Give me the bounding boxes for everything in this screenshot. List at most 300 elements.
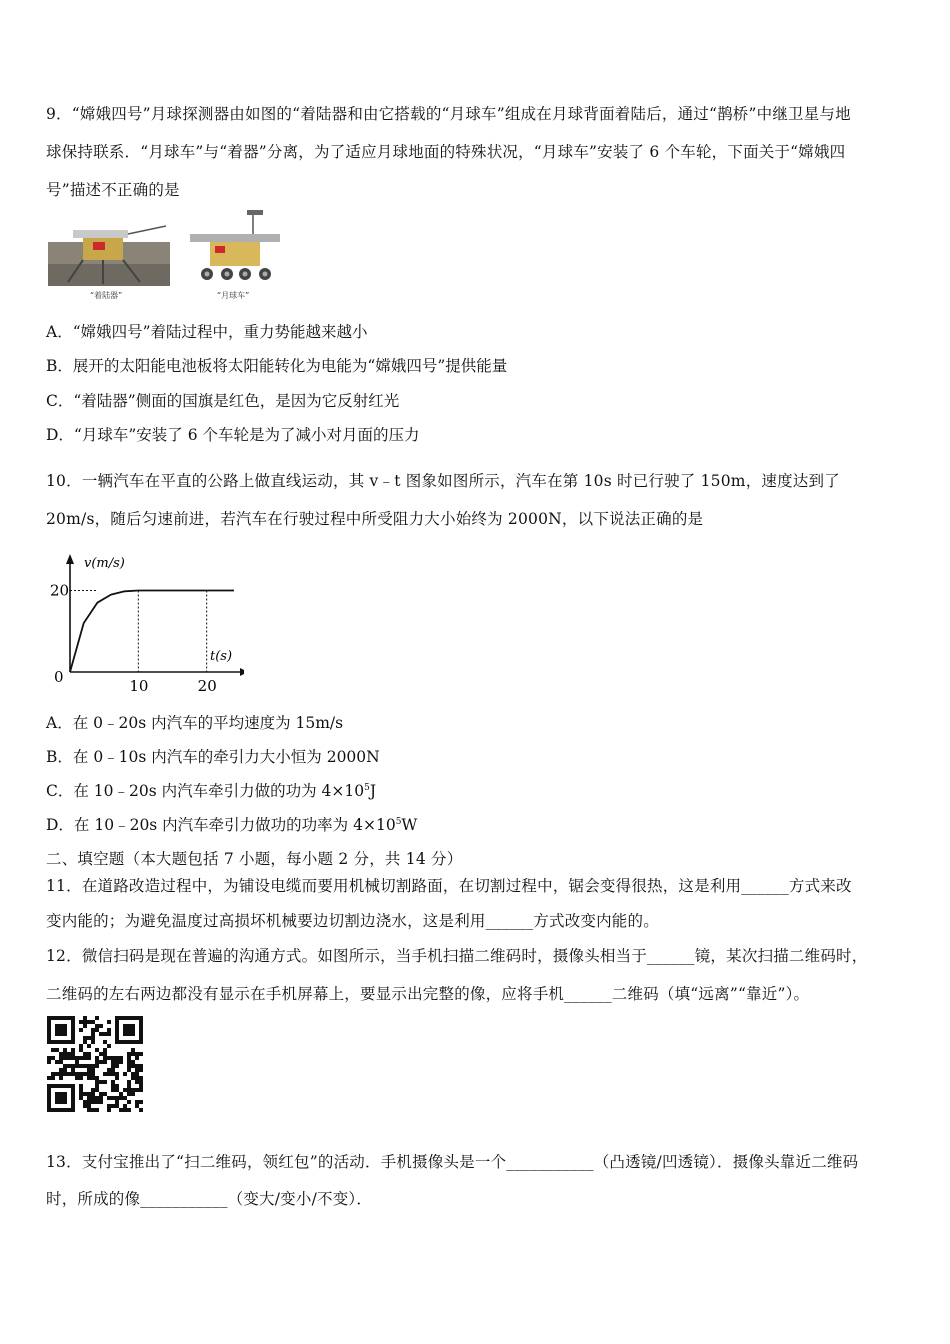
- qr-module: [79, 1020, 83, 1024]
- q10-option-d-unit: W: [401, 816, 418, 834]
- rover-caption: “月球车”: [217, 291, 250, 300]
- qr-module: [99, 1024, 103, 1028]
- qr-module: [67, 1108, 71, 1112]
- qr-module: [83, 1104, 87, 1108]
- qr-code-image: [47, 1016, 143, 1112]
- qr-module: [139, 1084, 143, 1088]
- qr-module: [63, 1068, 67, 1072]
- y-tick-label-20: 20: [50, 581, 70, 600]
- qr-module: [71, 1024, 75, 1028]
- qr-module: [67, 1016, 71, 1020]
- qr-module: [99, 1052, 103, 1056]
- qr-module: [47, 1096, 51, 1100]
- qr-module: [123, 1016, 127, 1020]
- qr-module: [111, 1068, 115, 1072]
- qr-module: [71, 1084, 75, 1088]
- qr-module: [79, 1088, 83, 1092]
- qr-module: [123, 1032, 127, 1036]
- qr-module: [47, 1020, 51, 1024]
- qr-module: [59, 1040, 63, 1044]
- qr-module: [127, 1064, 131, 1068]
- qr-module: [107, 1104, 111, 1108]
- qr-module: [87, 1096, 91, 1100]
- qr-module: [111, 1104, 115, 1108]
- qr-module: [75, 1072, 79, 1076]
- qr-module: [103, 1048, 107, 1052]
- qr-module: [119, 1092, 123, 1096]
- qr-module: [135, 1104, 139, 1108]
- x-axis-arrow: [240, 668, 244, 676]
- qr-module: [111, 1064, 115, 1068]
- qr-module: [95, 1084, 99, 1088]
- qr-module: [91, 1076, 95, 1080]
- qr-module: [103, 1032, 107, 1036]
- qr-module: [63, 1092, 67, 1096]
- qr-module: [131, 1092, 135, 1096]
- qr-module: [75, 1060, 79, 1064]
- qr-module: [139, 1040, 143, 1044]
- qr-module: [79, 1064, 83, 1068]
- qr-module: [63, 1028, 67, 1032]
- qr-module: [59, 1100, 63, 1104]
- qr-module: [71, 1092, 75, 1096]
- qr-module: [135, 1064, 139, 1068]
- qr-module: [123, 1040, 127, 1044]
- qr-module: [111, 1088, 115, 1092]
- qr-module: [131, 1088, 135, 1092]
- q9-stem-line-3: 号”描述不正确的是: [46, 181, 180, 199]
- lander-image: [48, 212, 178, 302]
- qr-module: [95, 1024, 99, 1028]
- qr-module: [51, 1084, 55, 1088]
- qr-module: [123, 1096, 127, 1100]
- qr-module: [115, 1104, 119, 1108]
- qr-module: [115, 1036, 119, 1040]
- qr-module: [91, 1028, 95, 1032]
- qr-module: [91, 1032, 95, 1036]
- qr-module: [59, 1068, 63, 1072]
- qr-module: [99, 1060, 103, 1064]
- qr-module: [107, 1096, 111, 1100]
- qr-module: [139, 1052, 143, 1056]
- qr-module: [71, 1020, 75, 1024]
- qr-module: [115, 1032, 119, 1036]
- qr-module: [71, 1108, 75, 1112]
- qr-module: [131, 1072, 135, 1076]
- qr-module: [83, 1040, 87, 1044]
- q9-stem-line-1: 9．“嫦娥四号”月球探测器由如图的“着陆器和由它搭载的“月球车”组成在月球背面着陆后，通过“鹊桥”中继卫星与地: [46, 105, 851, 123]
- qr-module: [139, 1032, 143, 1036]
- qr-module: [91, 1068, 95, 1072]
- qr-module: [127, 1092, 131, 1096]
- qr-module: [99, 1092, 103, 1096]
- q10-option-a: [46, 711, 343, 733]
- qr-module: [79, 1092, 83, 1096]
- qr-module: [115, 1016, 119, 1020]
- qr-module: [139, 1076, 143, 1080]
- q9-stem-line-2: 球保持联系．“月球车”与“着器”分离，为了适应月球地面的特殊状况，“月球车”安装了 6 个车轮，下面关于“嫦娥四: [46, 143, 846, 161]
- qr-module: [95, 1056, 99, 1060]
- qr-module: [135, 1088, 139, 1092]
- qr-module: [127, 1032, 131, 1036]
- qr-module: [131, 1064, 135, 1068]
- qr-module: [91, 1064, 95, 1068]
- qr-module: [127, 1028, 131, 1032]
- qr-module: [59, 1060, 63, 1064]
- lander-caption: “着陆器”: [90, 291, 123, 300]
- qr-module: [127, 1016, 131, 1020]
- qr-module: [103, 1072, 107, 1076]
- q10-option-c-unit: J: [369, 782, 377, 800]
- qr-module: [47, 1056, 51, 1060]
- qr-module: [55, 1084, 59, 1088]
- qr-module: [87, 1100, 91, 1104]
- qr-module: [83, 1056, 87, 1060]
- qr-module: [83, 1064, 87, 1068]
- qr-module: [47, 1108, 51, 1112]
- qr-module: [83, 1024, 87, 1028]
- qr-module: [55, 1092, 59, 1096]
- rover-photo: [185, 208, 285, 302]
- q9-option-a: A．“嫦娥四号”着陆过程中，重力势能越来越小: [46, 323, 368, 341]
- qr-module: [67, 1052, 71, 1056]
- lander-photo: [48, 212, 178, 302]
- qr-module: [51, 1072, 55, 1076]
- qr-module: [131, 1076, 135, 1080]
- qr-module: [71, 1104, 75, 1108]
- qr-module: [71, 1100, 75, 1104]
- qr-module: [103, 1060, 107, 1064]
- qr-module: [71, 1036, 75, 1040]
- q10-option-d: [46, 813, 417, 835]
- x-tick-label-10: 10: [129, 677, 149, 695]
- qr-module: [95, 1088, 99, 1092]
- qr-module: [63, 1096, 67, 1100]
- q9-option-b: B．展开的太阳能电池板将太阳能转化为电能为“嫦娥四号”提供能量: [46, 357, 508, 375]
- qr-module: [127, 1068, 131, 1072]
- qr-module: [95, 1080, 99, 1084]
- qr-module: [135, 1068, 139, 1072]
- q10-option-c-text: C．在 10﹣20s 内汽车牵引力做的功为 4×10: [46, 782, 365, 800]
- qr-module: [67, 1084, 71, 1088]
- qr-module: [95, 1108, 99, 1112]
- qr-module: [55, 1100, 59, 1104]
- qr-module: [47, 1084, 51, 1088]
- qr-module: [99, 1032, 103, 1036]
- q10-option-c: [46, 779, 376, 801]
- qr-module: [131, 1028, 135, 1032]
- qr-module: [127, 1056, 131, 1060]
- qr-module: [107, 1108, 111, 1112]
- y-axis-arrow: [66, 554, 74, 564]
- qr-module: [115, 1084, 119, 1088]
- qr-module: [127, 1084, 131, 1088]
- qr-module: [87, 1092, 91, 1096]
- qr-module: [119, 1060, 123, 1064]
- qr-module: [111, 1072, 115, 1076]
- qr-module: [71, 1072, 75, 1076]
- rover-image: [185, 208, 285, 302]
- vt-chart: [44, 548, 244, 698]
- qr-module: [51, 1076, 55, 1080]
- qr-module: [139, 1080, 143, 1084]
- qr-module: [99, 1100, 103, 1104]
- qr-module: [87, 1056, 91, 1060]
- q10-option-b: [46, 745, 380, 767]
- qr-module: [55, 1024, 59, 1028]
- qr-module: [83, 1016, 87, 1020]
- qr-module: [51, 1056, 55, 1060]
- qr-module: [63, 1024, 67, 1028]
- qr-module: [59, 1072, 63, 1076]
- qr-module: [79, 1044, 83, 1048]
- qr-module: [63, 1100, 67, 1104]
- qr-module: [91, 1040, 95, 1044]
- qr-module: [47, 1024, 51, 1028]
- qr-module: [123, 1028, 127, 1032]
- qr-module: [131, 1040, 135, 1044]
- qr-module: [135, 1080, 139, 1084]
- qr-module: [111, 1080, 115, 1084]
- qr-module: [91, 1092, 95, 1096]
- qr-module: [71, 1068, 75, 1072]
- qr-module: [71, 1032, 75, 1036]
- qr-module: [123, 1104, 127, 1108]
- qr-module: [59, 1056, 63, 1060]
- qr-module: [87, 1108, 91, 1112]
- qr-module: [55, 1040, 59, 1044]
- qr-module: [115, 1028, 119, 1032]
- qr-module: [71, 1064, 75, 1068]
- qr-module: [71, 1056, 75, 1060]
- qr-module: [103, 1092, 107, 1096]
- qr-module: [83, 1100, 87, 1104]
- qr-module: [55, 1028, 59, 1032]
- qr-module: [135, 1040, 139, 1044]
- qr-module: [75, 1076, 79, 1080]
- qr-module: [63, 1052, 67, 1056]
- qr-module: [111, 1060, 115, 1064]
- qr-module: [47, 1060, 51, 1064]
- qr-module: [95, 1096, 99, 1100]
- qr-module: [71, 1052, 75, 1056]
- qr-module: [47, 1076, 51, 1080]
- qr-module: [59, 1084, 63, 1088]
- qr-module: [127, 1108, 131, 1112]
- qr-module: [123, 1108, 127, 1112]
- qr-module: [79, 1096, 83, 1100]
- qr-module: [139, 1064, 143, 1068]
- q10-option-d-text: D．在 10﹣20s 内汽车牵引力做功的功率为 4×10: [46, 816, 396, 834]
- qr-module: [91, 1088, 95, 1092]
- qr-module: [95, 1060, 99, 1064]
- qr-code: [47, 1016, 143, 1112]
- qr-module: [55, 1108, 59, 1112]
- qr-module: [111, 1084, 115, 1088]
- qr-module: [111, 1056, 115, 1060]
- qr-module: [47, 1092, 51, 1096]
- qr-module: [55, 1032, 59, 1036]
- qr-module: [135, 1056, 139, 1060]
- section-2-heading: 二、填空题（本大题包括 7 小题，每小题 2 分，共 14 分）: [46, 850, 463, 868]
- qr-module: [107, 1056, 111, 1060]
- qr-module: [71, 1016, 75, 1020]
- qr-module: [131, 1052, 135, 1056]
- qr-module: [63, 1032, 67, 1036]
- q11-line-1: 11．在道路改造过程中，为铺设电缆而要用机械切割路面，在切割过程中，锯会变得很热，这是利用______方式来改: [46, 877, 852, 895]
- qr-module: [67, 1072, 71, 1076]
- qr-module: [63, 1072, 67, 1076]
- qr-module: [87, 1104, 91, 1108]
- qr-module: [131, 1048, 135, 1052]
- qr-module: [127, 1052, 131, 1056]
- q9-option-c: C．“着陆器”侧面的国旗是红色，是因为它反射红光: [46, 392, 400, 410]
- qr-module: [127, 1080, 131, 1084]
- qr-module: [107, 1032, 111, 1036]
- qr-module: [115, 1072, 119, 1076]
- qr-module: [83, 1036, 87, 1040]
- qr-module: [55, 1016, 59, 1020]
- qr-module: [51, 1048, 55, 1052]
- q12-line-1: 12．微信扫码是现在普遍的沟通方式。如图所示，当手机扫描二维码时，摄像头相当于______镜，某次扫描二维码时，: [46, 947, 868, 965]
- qr-module: [123, 1072, 127, 1076]
- qr-module: [67, 1064, 71, 1068]
- qr-module: [119, 1108, 123, 1112]
- q10-option-b-text: B．在 0﹣10s 内汽车的牵引力大小恒为 2000N: [46, 748, 380, 766]
- qr-module: [47, 1040, 51, 1044]
- qr-module: [99, 1080, 103, 1084]
- qr-module: [55, 1072, 59, 1076]
- qr-module: [71, 1048, 75, 1052]
- qr-module: [51, 1016, 55, 1020]
- qr-module: [119, 1096, 123, 1100]
- qr-module: [91, 1100, 95, 1104]
- qr-module: [87, 1036, 91, 1040]
- qr-module: [115, 1060, 119, 1064]
- qr-module: [75, 1056, 79, 1060]
- qr-module: [47, 1100, 51, 1104]
- qr-module: [139, 1068, 143, 1072]
- qr-module: [79, 1072, 83, 1076]
- qr-module: [59, 1032, 63, 1036]
- qr-module: [115, 1096, 119, 1100]
- qr-module: [131, 1024, 135, 1028]
- qr-module: [91, 1108, 95, 1112]
- qr-module: [135, 1072, 139, 1076]
- qr-module: [79, 1048, 83, 1052]
- qr-module: [127, 1040, 131, 1044]
- qr-module: [103, 1080, 107, 1084]
- q11-line-2: 变内能的；为避免温度过高损坏机械要边切割边浇水，这是利用______方式改变内能的。: [46, 912, 659, 930]
- qr-module: [115, 1088, 119, 1092]
- qr-module: [127, 1024, 131, 1028]
- qr-module: [127, 1060, 131, 1064]
- q9-option-d: D．“月球车”安装了 6 个车轮是为了减小对月面的压力: [46, 426, 420, 444]
- qr-module: [87, 1044, 91, 1048]
- qr-module: [71, 1028, 75, 1032]
- qr-module: [107, 1072, 111, 1076]
- qr-module: [103, 1056, 107, 1060]
- qr-module: [107, 1068, 111, 1072]
- qr-module: [59, 1016, 63, 1020]
- qr-module: [55, 1048, 59, 1052]
- qr-module: [95, 1048, 99, 1052]
- q10-option-c-exponent: 5: [364, 782, 370, 793]
- qr-module: [127, 1100, 131, 1104]
- qr-module: [111, 1096, 115, 1100]
- qr-module: [67, 1056, 71, 1060]
- qr-module: [47, 1016, 51, 1020]
- qr-module: [83, 1052, 87, 1056]
- qr-module: [87, 1064, 91, 1068]
- qr-module: [131, 1060, 135, 1064]
- qr-module: [59, 1076, 63, 1080]
- qr-module: [63, 1056, 67, 1060]
- qr-module: [59, 1024, 63, 1028]
- qr-module: [131, 1016, 135, 1020]
- qr-module: [79, 1056, 83, 1060]
- q13-line-2: 时，所成的像___________（变大/变小/不变）．: [46, 1190, 373, 1208]
- qr-module: [103, 1052, 107, 1056]
- qr-module: [63, 1064, 67, 1068]
- qr-module: [115, 1020, 119, 1024]
- q12-line-2: 二维码的左右两边都没有显示在手机屏幕上，要显示出完整的像，应将手机______二维码（填“远离”“靠近”）。: [46, 985, 810, 1003]
- qr-module: [115, 1056, 119, 1060]
- q10-option-d-exponent: 5: [395, 816, 402, 827]
- x-tick-label-20: 20: [197, 677, 217, 695]
- qr-module: [95, 1028, 99, 1032]
- qr-module: [107, 1020, 111, 1024]
- qr-module: [63, 1040, 67, 1044]
- qr-module: [139, 1100, 143, 1104]
- qr-module: [119, 1040, 123, 1044]
- qr-module: [55, 1096, 59, 1100]
- y-axis-label: v(m/s): [84, 556, 125, 571]
- qr-module: [71, 1040, 75, 1044]
- qr-module: [95, 1100, 99, 1104]
- qr-module: [139, 1024, 143, 1028]
- qr-module: [115, 1100, 119, 1104]
- qr-module: [59, 1096, 63, 1100]
- q13-line-1: 13．支付宝推出了“扫二维码，领红包”的活动．手机摄像头是一个___________（凸透镜/凹透镜）．摄像头靠近二维码: [46, 1153, 859, 1171]
- qr-module: [47, 1104, 51, 1108]
- qr-module: [123, 1088, 127, 1092]
- x-axis-label: t(s): [210, 649, 233, 664]
- qr-module: [83, 1092, 87, 1096]
- qr-module: [87, 1076, 91, 1080]
- qr-module: [63, 1084, 67, 1088]
- qr-module: [47, 1036, 51, 1040]
- qr-module: [91, 1036, 95, 1040]
- qr-module: [139, 1016, 143, 1020]
- qr-module: [139, 1088, 143, 1092]
- qr-module: [47, 1032, 51, 1036]
- qr-module: [79, 1028, 83, 1032]
- qr-module: [87, 1072, 91, 1076]
- qr-module: [135, 1052, 139, 1056]
- qr-module: [51, 1040, 55, 1044]
- qr-module: [107, 1044, 111, 1048]
- qr-module: [99, 1096, 103, 1100]
- qr-module: [107, 1028, 111, 1032]
- qr-module: [83, 1072, 87, 1076]
- qr-module: [91, 1020, 95, 1024]
- q10-stem-line-1: 10．一辆汽车在平直的公路上做直线运动，其 v﹣t 图象如图所示，汽车在第 10s 时已行驶了 150m，速度达到了: [46, 472, 840, 490]
- qr-module: [63, 1048, 67, 1052]
- qr-module: [95, 1016, 99, 1020]
- qr-module: [139, 1108, 143, 1112]
- qr-module: [59, 1028, 63, 1032]
